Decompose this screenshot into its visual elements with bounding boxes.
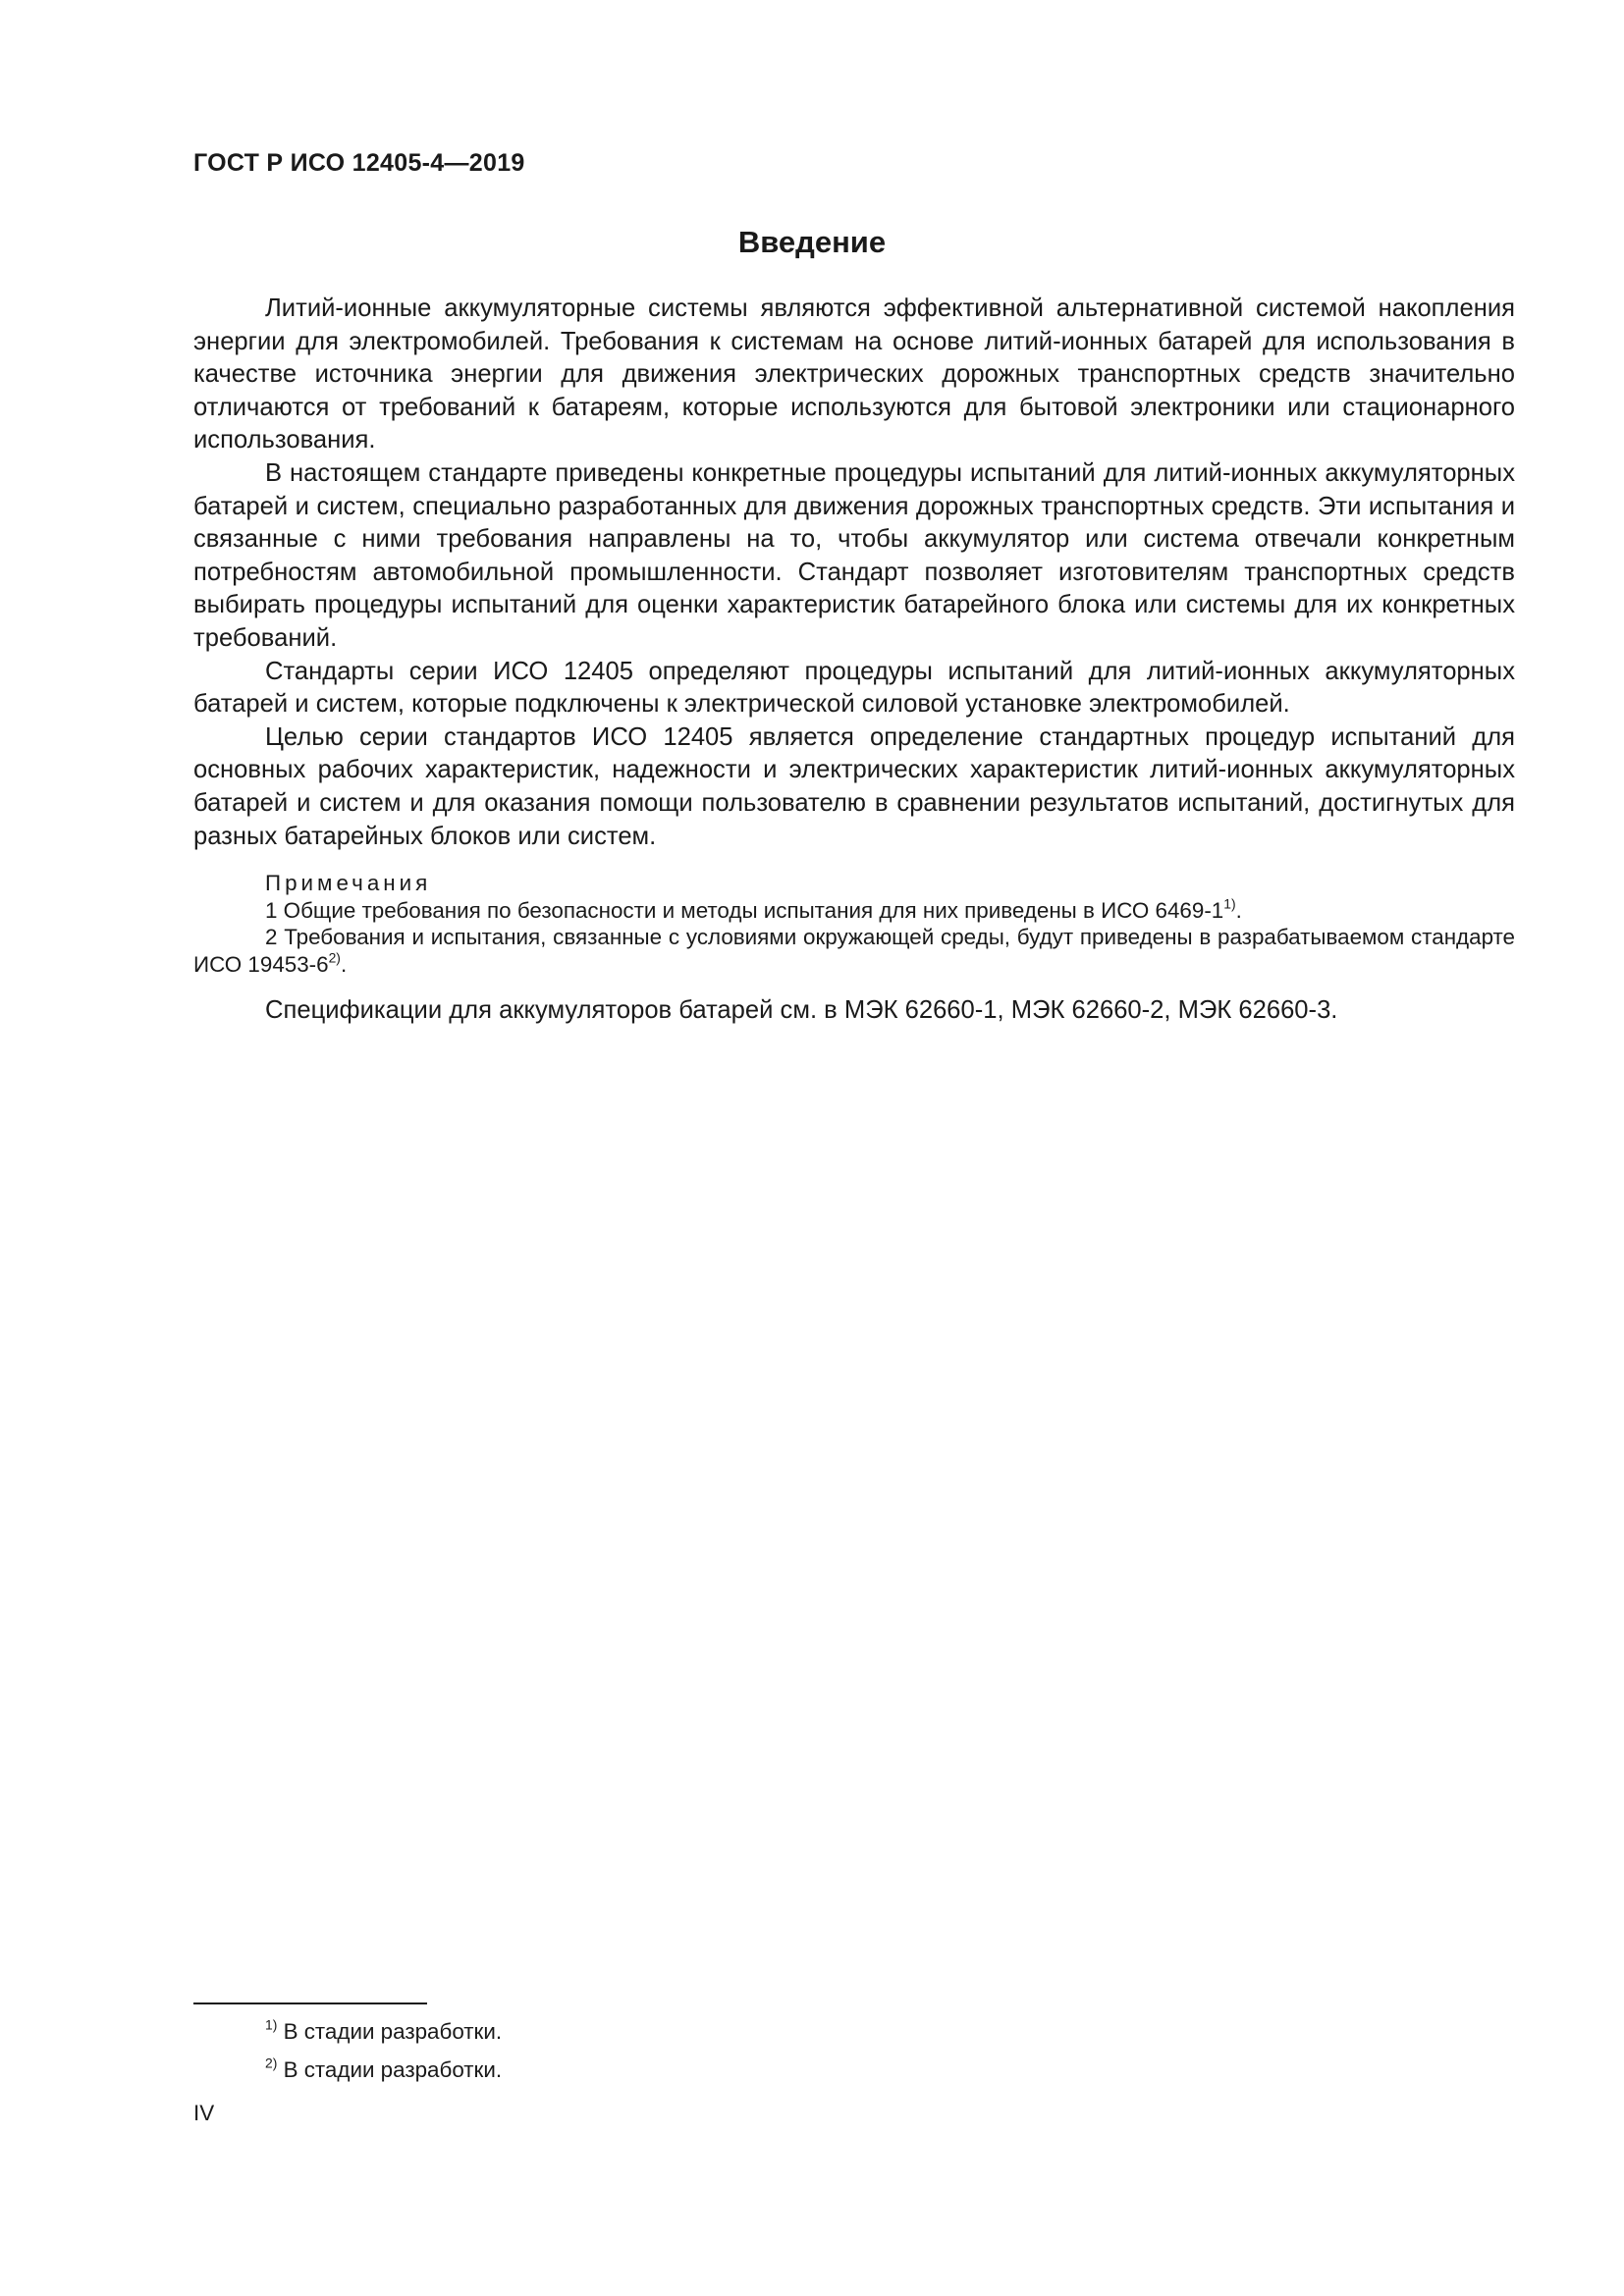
note-1 xyxy=(193,894,1515,925)
notes-block xyxy=(193,870,1515,978)
body-text xyxy=(193,293,1515,1028)
footnote-ref-1: 1) xyxy=(1223,894,1236,911)
note-1-text: 1 Общие требования по безопасности и методы испытания для них приведены в ИСО 6469-1 xyxy=(265,897,1224,923)
note-1-end: . xyxy=(1235,897,1242,923)
paragraph: Литий-ионные аккумуляторные системы являются эффективной альтернативной системой накопления энергии для электромобилей. Требования к системам на основе литий-ионных батарей для использования в качестве источника энергии для движения электрических дорожных транспортных средств значительно отличаются от требований к батареям, которые используются для бытовой электроники или стационарного использования. xyxy=(193,294,1515,454)
note-2-text: 2 Требования и испытания, связанные с условиями окружающей среды, будут приведены в разрабатываемом стандарте ИСО 19453-6 xyxy=(193,925,1515,977)
note-2 xyxy=(193,924,1515,978)
footnote-text: В стадии разработки. xyxy=(283,2057,503,2082)
paragraph: В настоящем стандарте приведены конкретные процедуры испытаний для литий-ионных аккумуляторных батарей и систем, специально разработанных для движения дорожных транспортных средств. Эти испытания и связанные с ними требования направлены на то, чтобы аккумулятор или система отвечали конкретным потребностям автомобильной промышленности. Стандарт позволяет изготовителям транспортных средств выбирать процедуры испытаний для оценки характеристик батарейного блока или системы для их конкретных требований. xyxy=(193,458,1515,652)
footnote-text: В стадии разработки. xyxy=(283,2019,503,2044)
footnote-separator xyxy=(193,2002,427,2004)
section-title: Введение xyxy=(737,225,887,259)
footnotes xyxy=(265,2012,502,2089)
footnote-1 xyxy=(265,2012,502,2051)
page-number: IV xyxy=(193,2101,215,2125)
footnote-mark: 1) xyxy=(265,2016,278,2033)
footnote-ref-2: 2) xyxy=(328,948,341,965)
footnote-2 xyxy=(265,2051,502,2089)
footnote-mark: 2) xyxy=(265,2055,278,2071)
note-2-end: . xyxy=(340,951,348,977)
notes-heading: Примечания xyxy=(265,871,432,896)
document-header: ГОСТ Р ИСО 12405-4—2019 xyxy=(193,149,525,177)
paragraph: Целью серии стандартов ИСО 12405 является определение стандартных процедур испытаний для основных рабочих характеристик, надежности и электрических характеристик литий-ионных аккумуляторных батарей и систем и для оказания помощи пользователю в сравнении результатов испытаний, достигнутых для разных батарейных блоков или систем. xyxy=(193,722,1515,850)
paragraph: Стандарты серии ИСО 12405 определяют процедуры испытаний для литий-ионных аккумуляторных батарей и систем, которые подключены к электрической силовой установке электромобилей. xyxy=(193,657,1515,719)
specifications-line: Спецификации для аккумуляторов батарей см. в МЭК 62660-1, МЭК 62660-2, МЭК 62660-3. xyxy=(265,996,1338,1025)
